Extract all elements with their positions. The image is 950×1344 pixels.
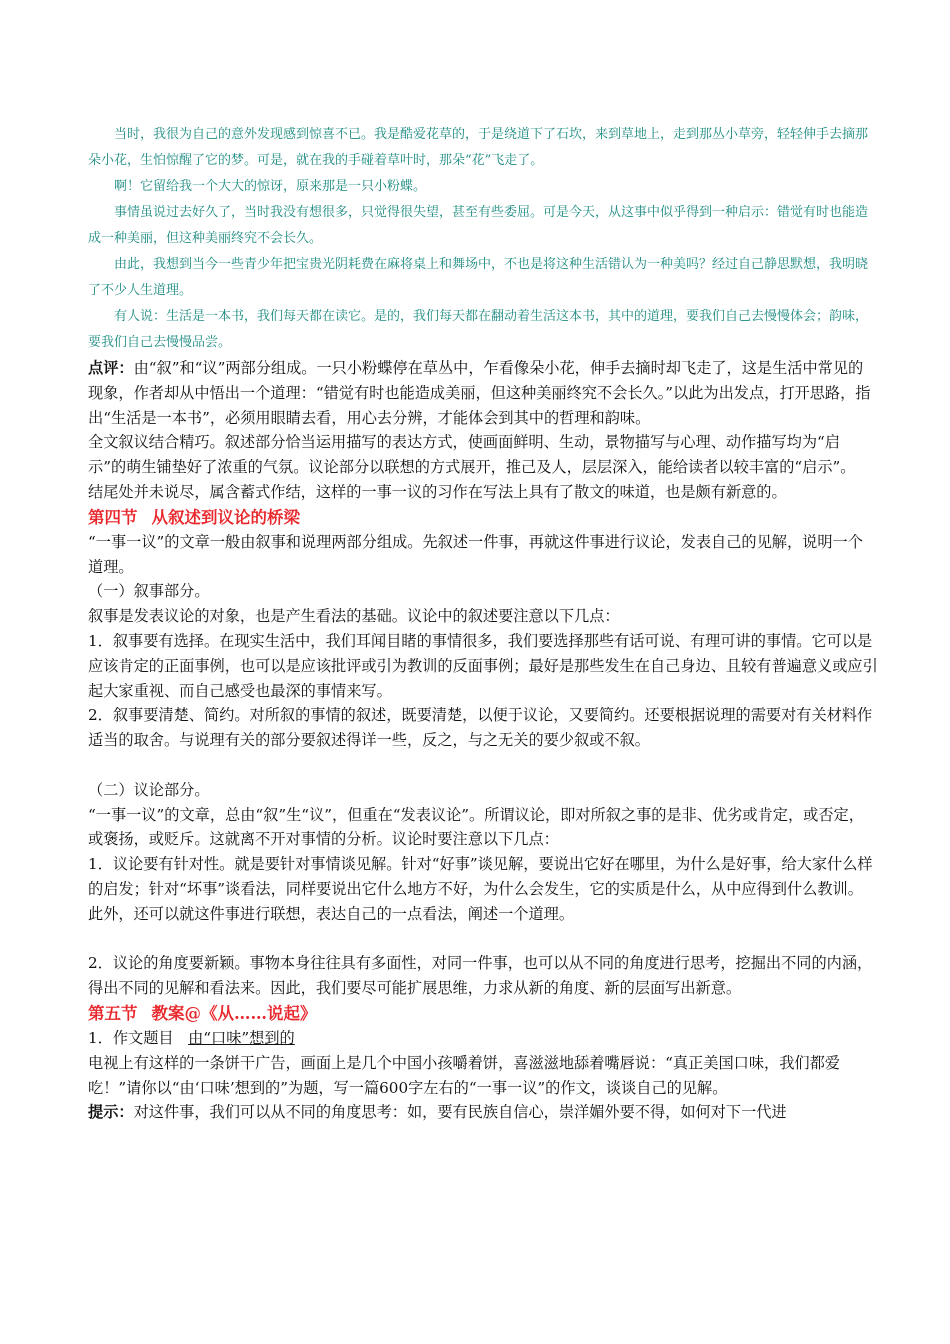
part-2-item-2: 2．议论的角度要新颖。事物本身往往具有多面性，对同一件事，也可以从不同的角度进行思考，挖掘出不同的内涵，得出不同的见解和看法来。因此，我们要尽可能扩展思维，力求从新的角度、新的层面写出新意。 bbox=[88, 954, 873, 998]
comment-text: 由“叙”和“议”两部分组成。一只小粉蝶停在草丛中，乍看像朵小花，伸手去摘时却飞走了，这是生活中常见的现象，作者却从中悟出一个道理：“错觉有时也能造成美丽，但这种美丽终究不会长久。”以此为出发点，打开思路，指出“生活是一本书”，必须用眼睛去看，用心去分辨，才能体会到其中的哲理和韵味。 bbox=[88, 359, 871, 427]
part-1-item-2: 2．叙事要清楚、简约。对所叙的事情的叙述，既要清楚，以便于议论，又要简约。还要根据说理的需要对有关材料作适当的取舍。与说理有关的部分要叙述得详一些，反之，与之无关的要少叙或不叙。 bbox=[88, 706, 873, 750]
comment-paragraph-2: 全文叙议结合精巧。叙述部分恰当运用描写的表达方式，使画面鲜明、生动，景物描写与心理、动作描写均为“启示”的萌生铺垫好了浓重的气氛。议论部分以联想的方式展开，推己及人，层层深入，能给读者以较丰富的“启示”。 bbox=[88, 433, 856, 477]
section-4-title: 从叙述到议论的桥梁 bbox=[151, 507, 300, 527]
blank-line bbox=[88, 927, 878, 952]
blank-line bbox=[88, 753, 878, 778]
hint-label: 提示： bbox=[88, 1103, 134, 1122]
essay-paragraph: 啊！它留给我一个大大的惊讶，原来那是一只小粉蝶。 bbox=[114, 179, 427, 194]
essay-paragraph: 当时，我很为自己的意外发现感到惊喜不已。我是酷爱花草的，于是绕道下了石坎，来到草地上，走到那丛小草旁，轻轻伸手去摘那朵小花，生怕惊醒了它的梦。可是，就在我的手碰着草叶时，那朵“花”飞走了。 bbox=[88, 127, 869, 168]
section-4-number: 第四节 bbox=[88, 507, 138, 527]
part-2-intro: “一事一议”的文章，总由“叙”生“议”，但重在“发表议论”。所谓议论，即对所叙之事的是非、优劣或肯定，或否定，或褒扬，或贬斥。这就离不开对事情的分析。议论时要注意以下几点： bbox=[88, 805, 864, 849]
topic-title: 由“口味”想到的 bbox=[188, 1028, 295, 1047]
topic-label: 1．作文题目 bbox=[88, 1028, 174, 1047]
part-1-intro: 叙事是发表议论的对象，也是产生看法的基础。议论中的叙述要注意以下几点： bbox=[88, 607, 620, 626]
section-5-heading bbox=[88, 1001, 878, 1026]
part-1-title: （一）叙事部分。 bbox=[88, 582, 210, 601]
section-5-number: 第五节 bbox=[88, 1003, 138, 1023]
essay-paragraph: 事情虽说过去好久了，当时我没有想很多，只觉得很失望，甚至有些委屈。可是今天，从这事中似乎得到一种启示：错觉有时也能造成一种美丽，但这种美丽终究不会长久。 bbox=[88, 205, 869, 246]
essay-topic-line bbox=[88, 1026, 878, 1051]
section-4-heading bbox=[88, 505, 878, 530]
hint-paragraph bbox=[88, 1100, 878, 1125]
part-2-title: （二）议论部分。 bbox=[88, 780, 210, 799]
comment-paragraph bbox=[88, 356, 878, 430]
essay-paragraph: 由此，我想到当今一些青少年把宝贵光阴耗费在麻将桌上和舞场中，不也是将这种生活错认为一种美吗？经过自己静思默想，我明晓了不少人生道理。 bbox=[88, 257, 869, 298]
comment-label: 点评： bbox=[88, 359, 134, 377]
hint-text: 对这件事，我们可以从不同的角度思考：如，要有民族自信心，崇洋媚外要不得，如何对下一代进 bbox=[133, 1103, 787, 1122]
essay-paragraph: 有人说：生活是一本书，我们每天都在读它。是的，我们每天都在翻动着生活这本书，其中的道理，要我们自己去慢慢体会；韵味，要我们自己去慢慢品尝。 bbox=[88, 309, 869, 350]
comment-paragraph-3: 结尾处并未说尽，属含蓄式作结，这样的一事一议的习作在写法上具有了散文的味道，也是颇有新意的。 bbox=[88, 482, 787, 501]
part-2-item-1: 1．议论要有针对性。就是要针对事情谈见解。针对“好事”谈见解，要说出它好在哪里，为什么是好事，给大家什么样的启发；针对“坏事”谈看法，同样要说出它什么地方不好，为什么会发生，它的实质是什么，从中应得到什么教训。此外，还可以就这件事进行联想，表达自己的一点看法，阐述一个道理。 bbox=[88, 855, 873, 923]
section-5-title: 教案@《从……说起》 bbox=[151, 1003, 317, 1023]
sample-essay bbox=[88, 122, 878, 356]
document-page bbox=[88, 122, 878, 1125]
section-4-intro: “一事一议”的文章一般由叙事和说理两部分组成。先叙述一件事，再就这件事进行议论，发表自己的见解，说明一个道理。 bbox=[88, 532, 863, 576]
topic-description: 电视上有这样的一条饼干广告，画面上是几个中国小孩嚼着饼，喜滋滋地舔着嘴唇说：“真正美国口味，我们都爱吃！”请你以“由‘口味’想到的”为题，写一篇600字左右的“一事一议”的作文，谈谈自己的见解。 bbox=[88, 1053, 840, 1097]
part-1-item-1: 1．叙事要有选择。在现实生活中，我们耳闻目睹的事情很多，我们要选择那些有话可说、有理可讲的事情。它可以是应该肯定的正面事例，也可以是应该批评或引为教训的反面事例；最好是那些发生在自己身边、且较有普遍意义或应引起大家重视、而自己感受也最深的事情来写。 bbox=[88, 631, 878, 700]
